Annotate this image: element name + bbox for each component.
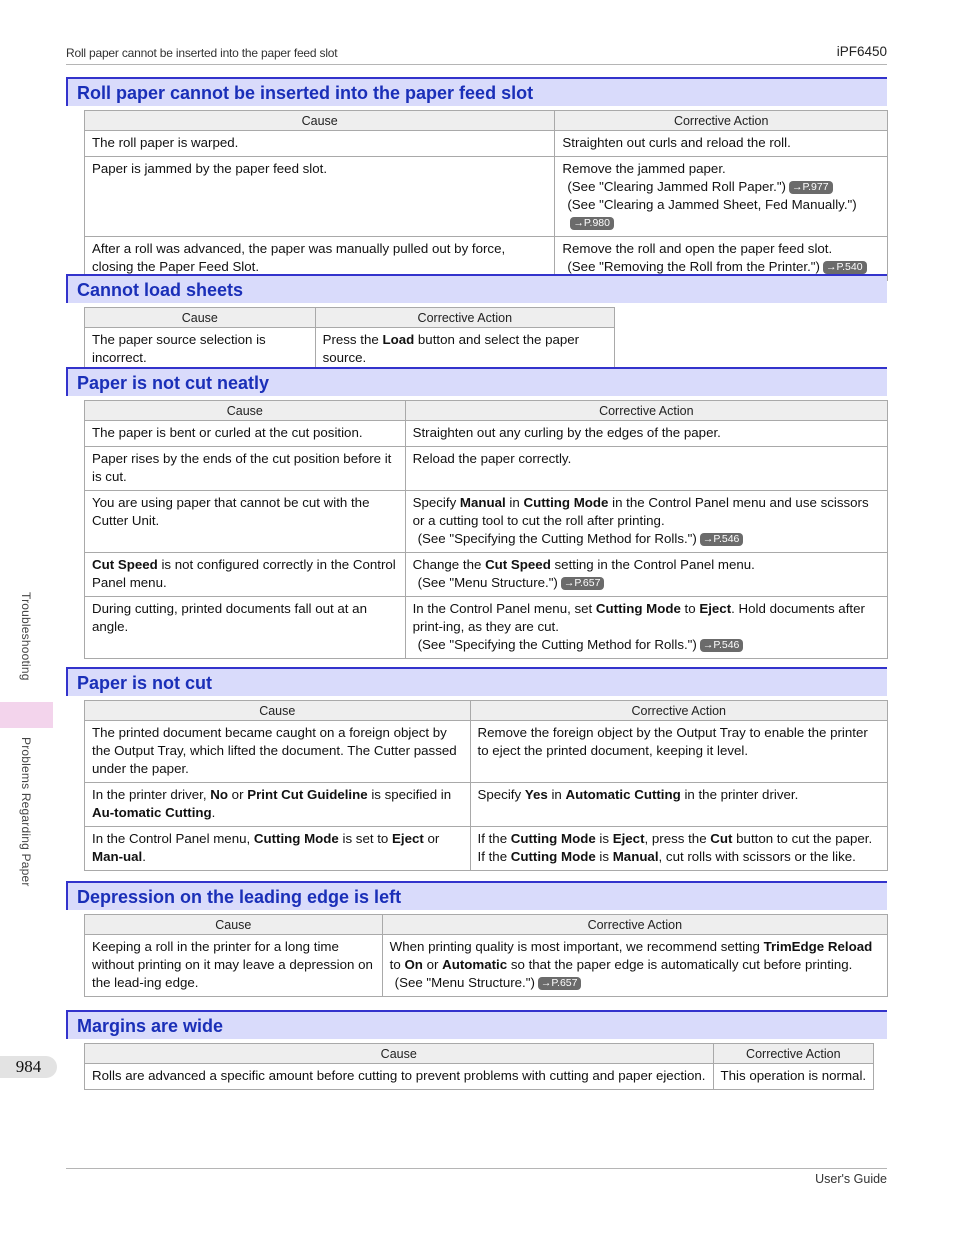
text-run: . xyxy=(211,805,216,820)
page-ref-badge[interactable]: →P.540 xyxy=(823,261,867,274)
text-run: setting in the Control Panel menu. xyxy=(550,557,755,572)
reference-text: (See "Specifying the Cutting Method for Rolls.") xyxy=(417,531,697,546)
action-text: Remove the jammed paper. xyxy=(562,161,726,176)
text-run: or xyxy=(227,787,248,802)
setting-name: Eject xyxy=(699,601,732,616)
text-run: is xyxy=(595,849,613,864)
setting-name: No xyxy=(210,787,228,802)
section-tab-marker xyxy=(0,702,53,728)
text-run: or xyxy=(423,831,440,846)
load-button-label: Load xyxy=(382,332,415,347)
page-ref-badge[interactable]: →P.977 xyxy=(789,181,833,194)
setting-name: Cutting Mode xyxy=(595,601,681,616)
action-cell xyxy=(382,935,887,997)
text-run: is xyxy=(595,831,613,846)
cause-header: Cause xyxy=(85,308,316,328)
setting-name: Yes xyxy=(524,787,548,802)
cause-cell: The printed document became caught on a foreign object by the Output Tray, which lifted the document. The Cutter passed under the paper. xyxy=(85,721,471,783)
text-run: is not configured correctly in the Control Panel menu. xyxy=(92,557,396,590)
reference-text: (See "Menu Structure.") xyxy=(417,575,558,590)
text-run: button to cut the paper. xyxy=(732,831,873,846)
text-run: , press the xyxy=(644,831,711,846)
text-run: Press the xyxy=(322,332,383,347)
table-row xyxy=(85,553,888,597)
action-header: Corrective Action xyxy=(405,401,887,421)
table-row xyxy=(85,597,888,659)
running-header xyxy=(66,44,887,65)
text-run: , cut rolls with scissors or the like. xyxy=(658,849,856,864)
cause-cell xyxy=(85,783,471,827)
text-run: Change the xyxy=(412,557,486,572)
text-run: to xyxy=(680,601,700,616)
text-run: In the printer driver, xyxy=(92,787,211,802)
action-line xyxy=(478,848,880,866)
cause-cell: Rolls are advanced a specific amount before cutting to prevent problems with cutting and paper ejection. xyxy=(85,1064,714,1090)
troubleshooting-table xyxy=(84,1043,874,1090)
action-text: Remove the roll and open the paper feed slot. xyxy=(562,241,833,256)
setting-name: Cut Speed xyxy=(92,557,158,572)
cause-cell xyxy=(85,827,471,871)
troubleshooting-table xyxy=(84,400,888,659)
action-header: Corrective Action xyxy=(555,111,888,131)
action-text xyxy=(390,938,880,974)
table-row xyxy=(85,491,888,553)
text-run: in xyxy=(505,495,524,510)
text-run: When printing quality is most important, we recommend setting xyxy=(389,939,764,954)
section-tab-label[interactable]: Problems Regarding Paper xyxy=(19,737,33,887)
footer-guide-title: User's Guide xyxy=(815,1172,887,1186)
model-name: iPF6450 xyxy=(836,44,887,59)
section-heading xyxy=(66,274,887,303)
reference-link[interactable] xyxy=(395,974,582,992)
cause-cell: After a roll was advanced, the paper was manually pulled out by force, closing the Paper Feed Slot. xyxy=(85,237,555,281)
cause-cell: Paper rises by the ends of the cut position before it is cut. xyxy=(85,447,406,491)
text-run: or xyxy=(422,957,443,972)
action-cell xyxy=(405,491,887,553)
action-cell xyxy=(405,597,887,659)
setting-name: Cutting Mode xyxy=(523,495,609,510)
troubleshooting-table xyxy=(84,700,888,871)
reference-link[interactable] xyxy=(418,530,744,548)
page-ref-badge[interactable]: →P.657 xyxy=(561,577,605,590)
troubleshooting-table xyxy=(84,307,615,372)
action-cell xyxy=(315,328,614,372)
table-row xyxy=(85,131,888,157)
section-heading xyxy=(66,1010,887,1039)
cause-cell: The roll paper is warped. xyxy=(85,131,555,157)
action-cell: Straighten out any curling by the edges of the paper. xyxy=(405,421,887,447)
reference-link[interactable] xyxy=(567,196,880,232)
action-cell: Remove the foreign object by the Output Tray to enable the printer to eject the printed document, keeping it level. xyxy=(470,721,887,783)
text-run: in xyxy=(547,787,566,802)
table-row xyxy=(85,157,888,237)
setting-name: Au-tomatic Cutting xyxy=(92,805,212,820)
table-row xyxy=(85,935,888,997)
text-run: button and select the paper source. xyxy=(322,332,580,365)
action-cell xyxy=(555,157,888,237)
table-row xyxy=(85,1064,874,1090)
action-cell xyxy=(470,783,887,827)
cause-cell: During cutting, printed documents fall out at an angle. xyxy=(85,597,406,659)
table-row xyxy=(85,447,888,491)
cause-cell: The paper source selection is incorrect. xyxy=(85,328,316,372)
setting-name: Cutting Mode xyxy=(510,849,596,864)
cause-cell xyxy=(85,553,406,597)
action-header: Corrective Action xyxy=(713,1044,874,1064)
reference-text: (See "Clearing a Jammed Sheet, Fed Manually.") xyxy=(567,197,857,212)
section-title: Depression on the leading edge is left xyxy=(77,887,402,907)
reference-link[interactable] xyxy=(418,574,605,592)
action-cell xyxy=(470,827,887,871)
setting-name: Man-ual xyxy=(92,849,143,864)
running-title: Roll paper cannot be inserted into the paper feed slot xyxy=(66,46,338,60)
page-ref-badge[interactable]: →P.657 xyxy=(538,977,582,990)
action-cell: Reload the paper correctly. xyxy=(405,447,887,491)
cause-header: Cause xyxy=(85,1044,714,1064)
reference-link[interactable] xyxy=(567,178,832,196)
section-title: Paper is not cut xyxy=(77,673,213,693)
cause-header: Cause xyxy=(85,701,471,721)
text-run: is specified in xyxy=(367,787,452,802)
text-run: in the printer driver. xyxy=(680,787,799,802)
setting-name: On xyxy=(404,957,423,972)
troubleshooting-table xyxy=(84,110,888,281)
text-run: Specify xyxy=(412,495,460,510)
text-run: In the Control Panel menu, xyxy=(92,831,254,846)
reference-link[interactable] xyxy=(418,636,744,654)
setting-name: Automatic Cutting xyxy=(565,787,681,802)
setting-name: Manual xyxy=(459,495,506,510)
action-text xyxy=(413,556,880,574)
text-run: . xyxy=(142,849,146,864)
cause-cell: Paper is jammed by the paper feed slot. xyxy=(85,157,555,237)
setting-name: Cut xyxy=(710,831,733,846)
action-cell: This operation is normal. xyxy=(713,1064,874,1090)
setting-name: Print Cut Guideline xyxy=(247,787,368,802)
action-cell xyxy=(405,553,887,597)
action-header: Corrective Action xyxy=(315,308,614,328)
setting-name: Cutting Mode xyxy=(510,831,596,846)
table-row xyxy=(85,328,615,372)
chapter-tab-label[interactable]: Troubleshooting xyxy=(19,592,33,681)
text-run: to xyxy=(389,957,405,972)
section-heading xyxy=(66,77,887,106)
setting-name: TrimEdge Reload xyxy=(763,939,873,954)
setting-name: Automatic xyxy=(442,957,508,972)
section-heading xyxy=(66,881,887,910)
reference-text: (See "Menu Structure.") xyxy=(394,975,535,990)
cause-cell: The paper is bent or curled at the cut position. xyxy=(85,421,406,447)
section-title: Margins are wide xyxy=(77,1016,224,1036)
action-text xyxy=(413,600,880,636)
setting-name: Eject xyxy=(612,831,645,846)
setting-name: Eject xyxy=(392,831,424,846)
table-row xyxy=(85,721,888,783)
section-heading xyxy=(66,667,887,696)
section-heading xyxy=(66,367,887,396)
action-header: Corrective Action xyxy=(382,915,887,935)
troubleshooting-table xyxy=(84,914,888,997)
table-row xyxy=(85,421,888,447)
cause-cell: You are using paper that cannot be cut with the Cutter Unit. xyxy=(85,491,406,553)
setting-name: Manual xyxy=(612,849,659,864)
text-run: in the Control Panel menu and use scissors or a cutting tool to cut the roll after printing. xyxy=(412,495,869,528)
reference-text: (See "Removing the Roll from the Printer.") xyxy=(567,259,820,274)
page-ref-badge[interactable]: →P.980 xyxy=(570,217,614,230)
cause-header: Cause xyxy=(85,915,383,935)
text-run: If the xyxy=(477,831,511,846)
reference-text: (See "Clearing Jammed Roll Paper.") xyxy=(567,179,786,194)
table-row xyxy=(85,783,888,827)
section-title: Cannot load sheets xyxy=(77,280,244,300)
section-title: Paper is not cut neatly xyxy=(77,373,270,393)
setting-name: Cut Speed xyxy=(485,557,551,572)
setting-name: Cutting Mode xyxy=(253,831,339,846)
cause-header: Cause xyxy=(85,401,406,421)
text-run: If the xyxy=(477,849,511,864)
page-number: 984 xyxy=(0,1056,57,1078)
text-run: Specify xyxy=(477,787,525,802)
cause-header: Cause xyxy=(85,111,555,131)
action-cell: Straighten out curls and reload the roll. xyxy=(555,131,888,157)
page-ref-badge[interactable]: →P.546 xyxy=(700,639,744,652)
text-run: is set to xyxy=(338,831,393,846)
table-row xyxy=(85,827,888,871)
text-run: . Hold documents after print-ing, as they are cut. xyxy=(412,601,865,634)
page-ref-badge[interactable]: →P.546 xyxy=(700,533,744,546)
action-header: Corrective Action xyxy=(470,701,887,721)
action-text xyxy=(413,494,880,530)
footer-divider xyxy=(66,1168,887,1169)
action-line xyxy=(478,830,880,848)
cause-cell: Keeping a roll in the printer for a long time without printing on it may leave a depression on the lead-ing edge. xyxy=(85,935,383,997)
text-run: so that the paper edge is automatically cut before printing. xyxy=(507,957,853,972)
section-title: Roll paper cannot be inserted into the paper feed slot xyxy=(77,83,534,103)
text-run: In the Control Panel menu, set xyxy=(412,601,596,616)
reference-text: (See "Specifying the Cutting Method for Rolls.") xyxy=(417,637,697,652)
